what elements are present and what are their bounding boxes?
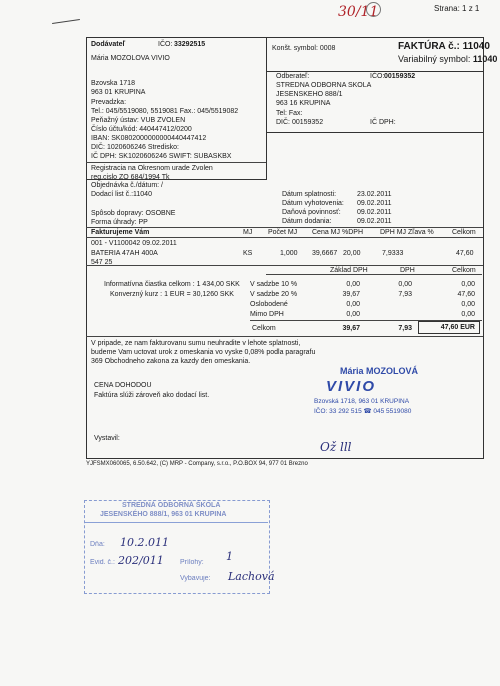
vat-row-label: Oslobodené — [250, 301, 288, 308]
items-header-dphmj: DPH MJ — [380, 229, 407, 236]
item-name: BATERIA 47AH 400A — [91, 250, 158, 257]
supplier-line: Tel.: 045/5519080, 5519081 Fax.: 045/5519082 — [91, 108, 239, 115]
customer-heading: Odberateľ: — [276, 73, 310, 80]
company-stamp — [300, 362, 430, 432]
customer-city: 963 16 KRUPINA — [276, 100, 331, 107]
received-date-value: 10.2.011 — [120, 536, 169, 549]
delivery-note: Dodací list č.:11040 — [91, 191, 152, 198]
items-header-zlava: Zľava % — [408, 229, 434, 236]
vybavuje-value: Lachová — [228, 570, 275, 583]
transport-method: Spôsob dopravy: OSOBNE — [91, 210, 176, 217]
item-mj: KS — [243, 250, 253, 257]
handwritten-signature: Ož lll — [320, 440, 352, 454]
date-value: 09.02.2011 — [357, 218, 392, 225]
vat-row-label: V sadzbe 10 % — [250, 281, 298, 288]
vat-row-dph: 7,93 — [398, 291, 412, 298]
items-header-cena: Cena MJ — [312, 229, 341, 236]
invoice-number: 11040 — [462, 41, 490, 52]
vat-row-label: Mimo DPH — [250, 311, 284, 318]
supplier-ico: 33292515 — [174, 41, 206, 48]
footer: YJFSMX060065, 6.50.642, (C) MRP - Company, s.r.o., P.O.BOX 94, 977 01 Brezno — [86, 461, 308, 467]
divider — [86, 237, 483, 238]
stamp-owner: Mária MOZOLOVÁ — [340, 366, 419, 376]
divider — [86, 162, 266, 163]
vat-row-base: 0,00 — [346, 281, 360, 288]
customer-ico-label: IČO: — [370, 73, 385, 80]
supplier-line: DIČ: 1020606246 Stredisko: — [91, 144, 179, 151]
evid-value: 202/011 — [118, 554, 164, 567]
items-header-dph: %DPH — [342, 229, 364, 236]
stamp-brand: VIVIO — [326, 378, 377, 395]
page-mark — [366, 2, 381, 17]
divider — [266, 274, 482, 275]
vat-row-total: 0,00 — [461, 301, 475, 308]
divider — [85, 522, 268, 523]
supplier-line: 963 01 KRUPINA — [91, 89, 146, 96]
vat-row-base: 0,00 — [346, 311, 360, 318]
item-ref: 001 - V1100042 09.02.2011 — [91, 240, 177, 247]
supplier-line: IČ DPH: SK1020606246 SWIFT: SUBASKBX — [91, 153, 232, 160]
vat-row-total: 47,60 — [457, 291, 475, 298]
divider — [86, 265, 483, 266]
date-label: Daňová povinnosť: — [282, 209, 341, 216]
grand-total-label: Celkom — [252, 325, 276, 332]
summary-dph-label: DPH — [400, 267, 415, 274]
supplier-ico-label: IČO: — [158, 41, 173, 48]
date-label: Dátum splatnosti: — [282, 191, 337, 198]
item-dphmj: 7,9333 — [382, 250, 404, 257]
late-payment-note: 369 Obchodneho zakona za kazdy den omeskania. — [91, 358, 251, 365]
customer-dic: DIČ: 00159352 — [276, 119, 324, 126]
received-stamp-line2: JESENSKÉHO 888/1, 963 01 KRUPINA — [100, 511, 227, 518]
vat-row-total: 0,00 — [461, 281, 475, 288]
grand-total-dph: 7,93 — [398, 325, 412, 332]
item-code: 547 25 — [91, 259, 113, 266]
date-value: 09.02.2011 — [357, 200, 392, 207]
items-header-celkom: Celkom — [452, 229, 476, 236]
stamp-address: Bzovská 1718, 963 01 KRUPINA — [314, 398, 410, 405]
received-date-label: Dňa: — [90, 541, 105, 548]
prilohy-label: Prílohy: — [180, 559, 204, 566]
supplier-line: Mária MOZOLOVA VIVIO — [91, 55, 170, 62]
grand-total-base: 39,67 — [342, 325, 360, 332]
customer-icdph: IČ DPH: — [370, 119, 396, 126]
variable-symbol-label: Variabilný symbol: — [398, 54, 471, 64]
stamp-ico-tel: IČO: 33 292 515 ☎ 045 5519080 — [314, 408, 412, 415]
order-number: Objednávka č./dátum: / — [91, 182, 163, 189]
pen-mark — [52, 19, 80, 24]
vat-row-dph: 0,00 — [398, 281, 412, 288]
evid-label: Evid. č.: — [90, 559, 115, 566]
supplier-line: IBAN: SK0802000000000440447412 — [91, 135, 207, 142]
grand-total-value: 47,60 EUR — [440, 324, 475, 331]
vat-row-label: V sadzbe 20 % — [250, 291, 298, 298]
price-agreement: CENA DOHODOU — [94, 382, 152, 389]
item-dph: 20,00 — [343, 250, 361, 257]
item-celkom: 47,60 — [456, 250, 474, 257]
const-symbol: Konšt. symbol: 0008 — [272, 45, 336, 52]
supplier-line: Prevadzka: — [91, 99, 127, 106]
item-pocet: 1,000 — [280, 250, 298, 257]
customer-tel: Tel: Fax: — [276, 110, 303, 117]
page-indicator: Strana: 1 z 1 — [434, 4, 480, 13]
late-payment-note: budeme Vam uctovat urok z omeskania vo vyske 0,08% podla paragrafu — [91, 349, 316, 356]
date-value: 09.02.2011 — [357, 209, 392, 216]
received-stamp-line1: STREDNÁ ODBORNÁ ŠKOLA — [122, 502, 221, 509]
summary-total-label: Celkom — [452, 267, 476, 274]
vat-row-base: 39,67 — [342, 291, 360, 298]
handwritten-number: 30/11 — [338, 4, 379, 20]
delivery-note-text: Faktúra slúži zároveň ako dodací list. — [94, 392, 210, 399]
late-payment-note: V pripade, ze nam fakturovanu sumu neuhradite v lehote splatnosti, — [91, 340, 301, 347]
vat-row-base: 0,00 — [346, 301, 360, 308]
vat-row-total: 0,00 — [461, 311, 475, 318]
issued-by-label: Vystavil: — [94, 435, 120, 442]
item-cena: 39,6667 — [312, 250, 338, 257]
date-label: Dátum dodania: — [282, 218, 332, 225]
date-label: Dátum vyhotovenia: — [282, 200, 344, 207]
informative-amount: Informatívna čiastka celkom : 1 434,00 SKK — [104, 281, 240, 288]
invoice-title — [398, 41, 490, 52]
variable-symbol-value: 11040 — [472, 54, 498, 64]
customer-name: STREDNA ODBORNA SKOLA — [276, 82, 372, 89]
supplier-heading: Dodávateľ — [91, 41, 126, 48]
customer-ico: 00159352 — [384, 73, 416, 80]
items-header-desc: Fakturujeme Vám — [91, 229, 150, 236]
invoice-title-prefix: FAKTÚRA č.: — [398, 41, 460, 52]
date-value: 23.02.2011 — [357, 191, 392, 198]
supplier-line: Číslo účtu/kód: 440447412/0200 — [91, 126, 192, 133]
customer-street: JESENSKEHO 888/1 — [276, 91, 343, 98]
supplier-line: Registracia na Okresnom urade Zvolen — [91, 165, 213, 172]
divider — [86, 336, 483, 337]
prilohy-value: 1 — [226, 550, 233, 563]
vybavuje-label: Vybavuje: — [180, 575, 211, 582]
variable-symbol — [398, 54, 497, 64]
supplier-line: reg.cislo ZO 684/1994 Tk — [91, 174, 170, 181]
summary-base-label: Základ DPH — [330, 267, 368, 274]
supplier-line: Bzovska 1718 — [91, 80, 135, 87]
items-header-mj: MJ — [243, 229, 253, 236]
conversion-rate: Konverzný kurz : 1 EUR = 30,1260 SKK — [110, 291, 234, 298]
payment-method: Forma úhrady: PP — [91, 219, 148, 226]
items-header-pocet: Počet MJ — [268, 229, 298, 236]
supplier-line: Peňažný ústav: VUB ZVOLEN — [91, 117, 186, 124]
